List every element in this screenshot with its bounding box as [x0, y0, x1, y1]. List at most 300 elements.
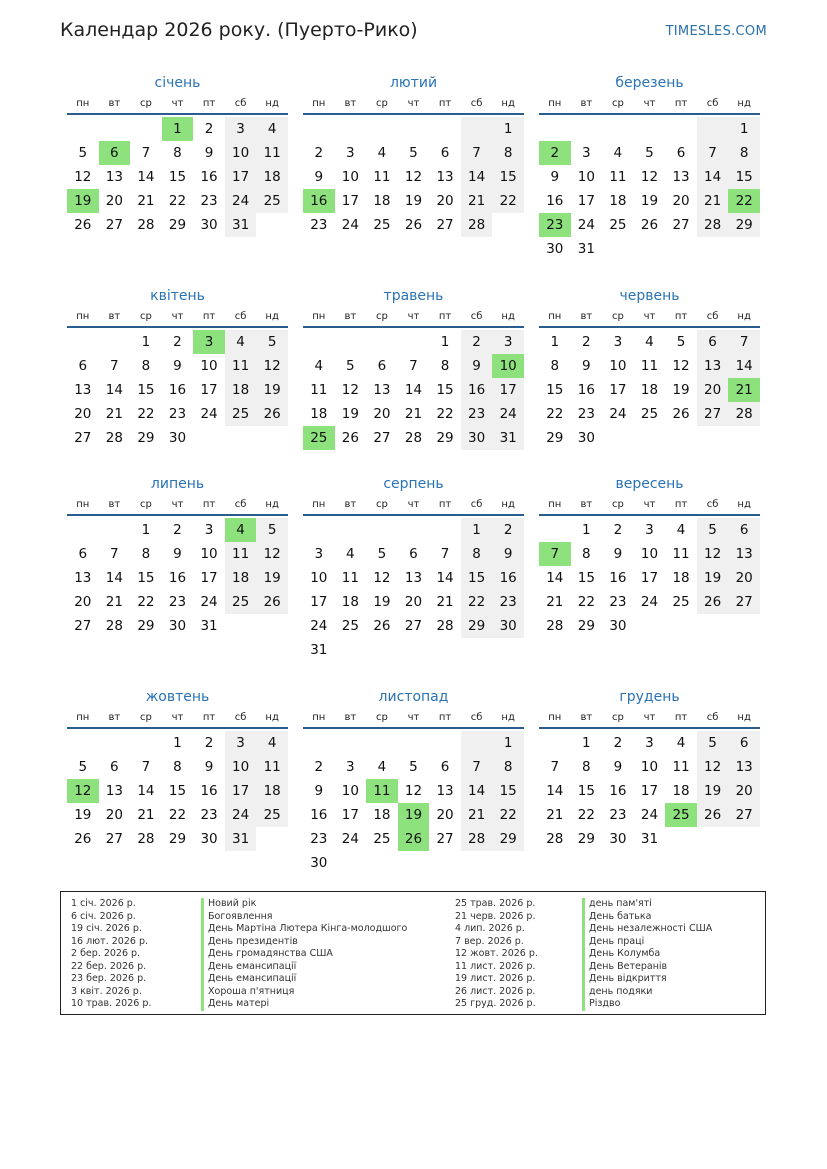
day-cell[interactable]: 18 — [256, 165, 288, 189]
day-cell[interactable]: 4 — [256, 117, 288, 141]
day-cell[interactable]: 6 — [728, 518, 760, 542]
day-cell[interactable]: 10 — [225, 755, 257, 779]
day-cell[interactable]: 5 — [409, 145, 418, 161]
day-cell[interactable]: 14 — [105, 382, 123, 398]
day-cell[interactable]: 15 — [492, 779, 524, 803]
day-cell[interactable]: 8 — [461, 542, 493, 566]
day-cell[interactable]: 2 — [613, 522, 623, 538]
day-cell[interactable]: 21 — [404, 406, 423, 422]
day-cell[interactable]: 13 — [436, 783, 454, 799]
day-cell[interactable]: 13 — [728, 755, 760, 779]
day-cell[interactable]: 14 — [461, 779, 493, 803]
day-cell[interactable]: 5 — [409, 759, 418, 775]
day-cell[interactable]: 26 — [256, 590, 288, 614]
day-cell[interactable]: 18 — [373, 807, 391, 823]
day-cell[interactable]: 11 — [672, 759, 690, 775]
day-cell[interactable]: 14 — [105, 570, 123, 586]
day-cell[interactable]: 18 — [373, 193, 391, 209]
day-cell[interactable]: 28 — [461, 827, 493, 851]
day-cell[interactable]: 17 — [341, 193, 359, 209]
day-cell[interactable]: 2 — [173, 334, 182, 350]
day-cell[interactable]: 29 — [492, 827, 524, 851]
day-cell[interactable]: 11 — [609, 169, 627, 185]
day-cell[interactable]: 28 — [546, 618, 564, 634]
day-cell[interactable]: 4 — [256, 731, 288, 755]
day-cell[interactable]: 24 — [492, 402, 524, 426]
day-cell[interactable]: 30 — [577, 430, 595, 446]
holiday-day-cell[interactable]: 25 — [665, 803, 697, 827]
day-cell[interactable]: 25 — [256, 803, 288, 827]
day-cell[interactable]: 19 — [697, 779, 729, 803]
day-cell[interactable]: 8 — [173, 759, 182, 775]
day-cell[interactable]: 21 — [697, 189, 729, 213]
day-cell[interactable]: 22 — [577, 807, 595, 823]
day-cell[interactable]: 28 — [137, 831, 155, 847]
day-cell[interactable]: 18 — [225, 378, 257, 402]
day-cell[interactable]: 24 — [640, 594, 659, 610]
day-cell[interactable]: 30 — [609, 831, 627, 847]
day-cell[interactable]: 22 — [168, 193, 187, 209]
day-cell[interactable]: 22 — [137, 594, 155, 610]
day-cell[interactable]: 21 — [461, 803, 493, 827]
day-cell[interactable]: 28 — [546, 831, 564, 847]
day-cell[interactable]: 21 — [137, 193, 155, 209]
day-cell[interactable]: 23 — [200, 193, 218, 209]
day-cell[interactable]: 30 — [492, 614, 524, 638]
day-cell[interactable]: 31 — [225, 827, 257, 851]
day-cell[interactable]: 12 — [404, 783, 423, 799]
holiday-day-cell[interactable]: 19 — [67, 189, 99, 213]
day-cell[interactable]: 9 — [613, 546, 623, 562]
day-cell[interactable]: 11 — [373, 169, 391, 185]
day-cell[interactable]: 6 — [377, 358, 387, 374]
day-cell[interactable]: 16 — [492, 566, 524, 590]
day-cell[interactable]: 7 — [728, 330, 760, 354]
day-cell[interactable]: 29 — [728, 213, 760, 237]
day-cell[interactable]: 18 — [609, 193, 627, 209]
day-cell[interactable]: 19 — [404, 193, 423, 209]
day-cell[interactable]: 10 — [341, 169, 359, 185]
day-cell[interactable]: 28 — [436, 618, 454, 634]
day-cell[interactable]: 11 — [341, 570, 359, 586]
day-cell[interactable]: 24 — [341, 831, 359, 847]
day-cell[interactable]: 3 — [225, 117, 257, 141]
day-cell[interactable]: 1 — [492, 117, 524, 141]
day-cell[interactable]: 20 — [697, 378, 729, 402]
day-cell[interactable]: 23 — [168, 406, 187, 422]
day-cell[interactable]: 24 — [640, 807, 659, 823]
day-cell[interactable]: 5 — [645, 145, 654, 161]
day-cell[interactable]: 22 — [492, 189, 524, 213]
day-cell[interactable]: 18 — [256, 779, 288, 803]
day-cell[interactable]: 25 — [373, 831, 391, 847]
day-cell[interactable]: 1 — [492, 731, 524, 755]
day-cell[interactable]: 22 — [137, 406, 155, 422]
day-cell[interactable]: 31 — [310, 642, 328, 658]
day-cell[interactable]: 10 — [577, 169, 595, 185]
day-cell[interactable]: 11 — [310, 382, 328, 398]
day-cell[interactable]: 17 — [577, 193, 595, 209]
day-cell[interactable]: 2 — [173, 522, 182, 538]
day-cell[interactable]: 27 — [728, 590, 760, 614]
day-cell[interactable]: 25 — [225, 590, 257, 614]
day-cell[interactable]: 24 — [200, 594, 218, 610]
day-cell[interactable]: 4 — [377, 759, 387, 775]
day-cell[interactable]: 28 — [728, 402, 760, 426]
day-cell[interactable]: 8 — [141, 546, 151, 562]
day-cell[interactable]: 27 — [436, 217, 454, 233]
day-cell[interactable]: 4 — [346, 546, 355, 562]
day-cell[interactable]: 15 — [577, 570, 595, 586]
day-cell[interactable]: 11 — [225, 354, 257, 378]
day-cell[interactable]: 6 — [676, 145, 686, 161]
day-cell[interactable]: 27 — [105, 831, 123, 847]
day-cell[interactable]: 13 — [697, 354, 729, 378]
day-cell[interactable]: 30 — [200, 217, 218, 233]
day-cell[interactable]: 28 — [404, 430, 423, 446]
day-cell[interactable]: 23 — [577, 406, 595, 422]
holiday-day-cell[interactable]: 19 — [398, 803, 430, 827]
day-cell[interactable]: 28 — [461, 213, 493, 237]
day-cell[interactable]: 17 — [200, 382, 218, 398]
day-cell[interactable]: 27 — [74, 430, 92, 446]
day-cell[interactable]: 9 — [492, 542, 524, 566]
day-cell[interactable]: 2 — [314, 759, 324, 775]
day-cell[interactable]: 19 — [697, 566, 729, 590]
day-cell[interactable]: 27 — [728, 803, 760, 827]
day-cell[interactable]: 12 — [373, 570, 391, 586]
day-cell[interactable]: 26 — [74, 831, 92, 847]
day-cell[interactable]: 14 — [436, 570, 454, 586]
holiday-day-cell[interactable]: 3 — [193, 330, 225, 354]
day-cell[interactable]: 5 — [377, 546, 387, 562]
day-cell[interactable]: 8 — [728, 141, 760, 165]
day-cell[interactable]: 7 — [409, 358, 418, 374]
day-cell[interactable]: 12 — [256, 542, 288, 566]
day-cell[interactable]: 4 — [613, 145, 623, 161]
day-cell[interactable]: 25 — [672, 594, 690, 610]
day-cell[interactable]: 7 — [141, 145, 151, 161]
day-cell[interactable]: 2 — [461, 330, 493, 354]
day-cell[interactable]: 14 — [697, 165, 729, 189]
day-cell[interactable]: 22 — [461, 590, 493, 614]
day-cell[interactable]: 27 — [404, 618, 423, 634]
holiday-day-cell[interactable]: 16 — [303, 189, 335, 213]
day-cell[interactable]: 7 — [110, 358, 119, 374]
day-cell[interactable]: 18 — [341, 594, 359, 610]
day-cell[interactable]: 3 — [492, 330, 524, 354]
day-cell[interactable]: 19 — [74, 807, 92, 823]
day-cell[interactable]: 8 — [582, 759, 591, 775]
holiday-day-cell[interactable]: 7 — [539, 542, 571, 566]
day-cell[interactable]: 11 — [640, 358, 659, 374]
holiday-day-cell[interactable]: 22 — [728, 189, 760, 213]
day-cell[interactable]: 15 — [168, 783, 187, 799]
day-cell[interactable]: 28 — [105, 618, 123, 634]
day-cell[interactable]: 23 — [310, 831, 328, 847]
day-cell[interactable]: 19 — [373, 594, 391, 610]
holiday-day-cell[interactable]: 11 — [366, 779, 398, 803]
day-cell[interactable]: 16 — [461, 378, 493, 402]
day-cell[interactable]: 15 — [137, 382, 155, 398]
day-cell[interactable]: 1 — [550, 334, 560, 350]
day-cell[interactable]: 12 — [640, 169, 659, 185]
day-cell[interactable]: 18 — [640, 382, 659, 398]
holiday-day-cell[interactable]: 21 — [728, 378, 760, 402]
day-cell[interactable]: 9 — [461, 354, 493, 378]
day-cell[interactable]: 2 — [613, 735, 623, 751]
day-cell[interactable]: 13 — [105, 783, 123, 799]
day-cell[interactable]: 9 — [204, 145, 214, 161]
day-cell[interactable]: 26 — [256, 402, 288, 426]
day-cell[interactable]: 7 — [461, 141, 493, 165]
day-cell[interactable]: 27 — [672, 217, 690, 233]
day-cell[interactable]: 25 — [256, 189, 288, 213]
day-cell[interactable]: 26 — [373, 618, 391, 634]
day-cell[interactable]: 31 — [200, 618, 218, 634]
day-cell[interactable]: 18 — [672, 570, 690, 586]
holiday-day-cell[interactable]: 1 — [162, 117, 194, 141]
holiday-day-cell[interactable]: 23 — [539, 213, 571, 237]
day-cell[interactable]: 14 — [404, 382, 423, 398]
day-cell[interactable]: 18 — [225, 566, 257, 590]
day-cell[interactable]: 9 — [314, 783, 324, 799]
day-cell[interactable]: 23 — [310, 217, 328, 233]
day-cell[interactable]: 19 — [341, 406, 359, 422]
day-cell[interactable]: 29 — [577, 618, 595, 634]
day-cell[interactable]: 10 — [609, 358, 627, 374]
day-cell[interactable]: 26 — [74, 217, 92, 233]
site-logo[interactable]: TIMESLES.COM — [665, 24, 767, 39]
day-cell[interactable]: 25 — [609, 217, 627, 233]
day-cell[interactable]: 23 — [168, 594, 187, 610]
day-cell[interactable]: 4 — [676, 735, 686, 751]
day-cell[interactable]: 20 — [436, 193, 454, 209]
day-cell[interactable]: 5 — [78, 145, 88, 161]
day-cell[interactable]: 21 — [436, 594, 454, 610]
day-cell[interactable]: 17 — [225, 165, 257, 189]
day-cell[interactable]: 9 — [613, 759, 623, 775]
day-cell[interactable]: 17 — [492, 378, 524, 402]
day-cell[interactable]: 4 — [314, 358, 324, 374]
day-cell[interactable]: 9 — [173, 358, 182, 374]
day-cell[interactable]: 10 — [225, 141, 257, 165]
day-cell[interactable]: 26 — [672, 406, 690, 422]
day-cell[interactable]: 22 — [577, 594, 595, 610]
day-cell[interactable]: 15 — [577, 783, 595, 799]
day-cell[interactable]: 26 — [697, 590, 729, 614]
day-cell[interactable]: 27 — [105, 217, 123, 233]
day-cell[interactable]: 20 — [672, 193, 690, 209]
holiday-day-cell[interactable]: 2 — [539, 141, 571, 165]
day-cell[interactable]: 20 — [105, 807, 123, 823]
day-cell[interactable]: 15 — [461, 566, 493, 590]
day-cell[interactable]: 29 — [546, 430, 564, 446]
day-cell[interactable]: 22 — [168, 807, 187, 823]
day-cell[interactable]: 29 — [461, 614, 493, 638]
day-cell[interactable]: 2 — [492, 518, 524, 542]
day-cell[interactable]: 27 — [373, 430, 391, 446]
day-cell[interactable]: 1 — [461, 518, 493, 542]
day-cell[interactable]: 3 — [225, 731, 257, 755]
day-cell[interactable]: 14 — [137, 169, 155, 185]
day-cell[interactable]: 1 — [582, 522, 591, 538]
day-cell[interactable]: 20 — [728, 779, 760, 803]
day-cell[interactable]: 18 — [310, 406, 328, 422]
day-cell[interactable]: 5 — [346, 358, 355, 374]
day-cell[interactable]: 28 — [137, 217, 155, 233]
day-cell[interactable]: 7 — [461, 755, 493, 779]
day-cell[interactable]: 16 — [168, 382, 187, 398]
day-cell[interactable]: 12 — [256, 354, 288, 378]
day-cell[interactable]: 30 — [546, 241, 564, 257]
day-cell[interactable]: 17 — [609, 382, 627, 398]
day-cell[interactable]: 29 — [168, 831, 187, 847]
day-cell[interactable]: 16 — [609, 783, 627, 799]
day-cell[interactable]: 5 — [78, 759, 88, 775]
day-cell[interactable]: 5 — [256, 330, 288, 354]
day-cell[interactable]: 1 — [173, 735, 182, 751]
day-cell[interactable]: 24 — [225, 189, 257, 213]
day-cell[interactable]: 12 — [672, 358, 690, 374]
day-cell[interactable]: 20 — [74, 406, 92, 422]
day-cell[interactable]: 13 — [373, 382, 391, 398]
holiday-day-cell[interactable]: 4 — [225, 518, 257, 542]
day-cell[interactable]: 30 — [200, 831, 218, 847]
holiday-day-cell[interactable]: 25 — [303, 426, 335, 450]
day-cell[interactable]: 30 — [609, 618, 627, 634]
day-cell[interactable]: 7 — [440, 546, 450, 562]
day-cell[interactable]: 7 — [550, 759, 560, 775]
day-cell[interactable]: 16 — [577, 382, 595, 398]
day-cell[interactable]: 6 — [409, 546, 418, 562]
day-cell[interactable]: 28 — [697, 213, 729, 237]
day-cell[interactable]: 27 — [697, 402, 729, 426]
day-cell[interactable]: 31 — [640, 831, 659, 847]
holiday-day-cell[interactable]: 10 — [492, 354, 524, 378]
day-cell[interactable]: 14 — [461, 165, 493, 189]
day-cell[interactable]: 24 — [341, 217, 359, 233]
day-cell[interactable]: 9 — [582, 358, 591, 374]
day-cell[interactable]: 23 — [492, 590, 524, 614]
day-cell[interactable]: 23 — [609, 807, 627, 823]
day-cell[interactable]: 27 — [74, 618, 92, 634]
day-cell[interactable]: 13 — [74, 382, 92, 398]
day-cell[interactable]: 11 — [225, 542, 257, 566]
day-cell[interactable]: 2 — [314, 145, 324, 161]
day-cell[interactable]: 10 — [640, 759, 659, 775]
day-cell[interactable]: 29 — [577, 831, 595, 847]
day-cell[interactable]: 6 — [440, 759, 450, 775]
day-cell[interactable]: 31 — [577, 241, 595, 257]
day-cell[interactable]: 9 — [314, 169, 324, 185]
day-cell[interactable]: 15 — [492, 165, 524, 189]
day-cell[interactable]: 16 — [546, 193, 564, 209]
day-cell[interactable]: 6 — [440, 145, 450, 161]
day-cell[interactable]: 2 — [204, 735, 214, 751]
day-cell[interactable]: 3 — [645, 522, 654, 538]
day-cell[interactable]: 10 — [341, 783, 359, 799]
day-cell[interactable]: 9 — [204, 759, 214, 775]
day-cell[interactable]: 14 — [728, 354, 760, 378]
day-cell[interactable]: 1 — [440, 334, 450, 350]
day-cell[interactable]: 25 — [640, 406, 659, 422]
day-cell[interactable]: 26 — [640, 217, 659, 233]
day-cell[interactable]: 18 — [672, 783, 690, 799]
day-cell[interactable]: 7 — [110, 546, 119, 562]
day-cell[interactable]: 26 — [341, 430, 359, 446]
day-cell[interactable]: 11 — [256, 755, 288, 779]
day-cell[interactable]: 16 — [609, 570, 627, 586]
day-cell[interactable]: 20 — [728, 566, 760, 590]
day-cell[interactable]: 5 — [697, 518, 729, 542]
day-cell[interactable]: 8 — [492, 755, 524, 779]
day-cell[interactable]: 14 — [137, 783, 155, 799]
day-cell[interactable]: 10 — [640, 546, 659, 562]
day-cell[interactable]: 5 — [256, 518, 288, 542]
day-cell[interactable]: 10 — [310, 570, 328, 586]
day-cell[interactable]: 16 — [200, 169, 218, 185]
day-cell[interactable]: 11 — [256, 141, 288, 165]
day-cell[interactable]: 3 — [204, 522, 214, 538]
day-cell[interactable]: 3 — [314, 546, 324, 562]
day-cell[interactable]: 25 — [225, 402, 257, 426]
day-cell[interactable]: 7 — [697, 141, 729, 165]
day-cell[interactable]: 25 — [373, 217, 391, 233]
day-cell[interactable]: 26 — [697, 803, 729, 827]
day-cell[interactable]: 15 — [436, 382, 454, 398]
day-cell[interactable]: 19 — [640, 193, 659, 209]
day-cell[interactable]: 3 — [613, 334, 623, 350]
day-cell[interactable]: 24 — [577, 217, 595, 233]
holiday-day-cell[interactable]: 26 — [398, 827, 430, 851]
day-cell[interactable]: 15 — [728, 165, 760, 189]
day-cell[interactable]: 29 — [137, 430, 155, 446]
day-cell[interactable]: 6 — [78, 546, 88, 562]
day-cell[interactable]: 8 — [492, 141, 524, 165]
day-cell[interactable]: 1 — [141, 522, 151, 538]
day-cell[interactable]: 12 — [697, 755, 729, 779]
day-cell[interactable]: 21 — [546, 594, 564, 610]
day-cell[interactable]: 11 — [672, 546, 690, 562]
day-cell[interactable]: 4 — [225, 330, 257, 354]
day-cell[interactable]: 19 — [256, 566, 288, 590]
day-cell[interactable]: 13 — [105, 169, 123, 185]
day-cell[interactable]: 21 — [105, 406, 123, 422]
day-cell[interactable]: 19 — [672, 382, 690, 398]
day-cell[interactable]: 23 — [461, 402, 493, 426]
day-cell[interactable]: 19 — [256, 378, 288, 402]
day-cell[interactable]: 27 — [436, 831, 454, 847]
day-cell[interactable]: 17 — [200, 570, 218, 586]
day-cell[interactable]: 8 — [550, 358, 560, 374]
day-cell[interactable]: 20 — [404, 594, 423, 610]
day-cell[interactable]: 4 — [676, 522, 686, 538]
day-cell[interactable]: 31 — [225, 213, 257, 237]
day-cell[interactable]: 22 — [546, 406, 564, 422]
holiday-day-cell[interactable]: 12 — [67, 779, 99, 803]
day-cell[interactable]: 16 — [168, 570, 187, 586]
day-cell[interactable]: 28 — [105, 430, 123, 446]
day-cell[interactable]: 8 — [440, 358, 450, 374]
day-cell[interactable]: 13 — [74, 570, 92, 586]
day-cell[interactable]: 2 — [204, 121, 214, 137]
day-cell[interactable]: 14 — [546, 570, 564, 586]
day-cell[interactable]: 23 — [200, 807, 218, 823]
day-cell[interactable]: 14 — [546, 783, 564, 799]
day-cell[interactable]: 3 — [645, 735, 654, 751]
day-cell[interactable]: 12 — [74, 169, 92, 185]
